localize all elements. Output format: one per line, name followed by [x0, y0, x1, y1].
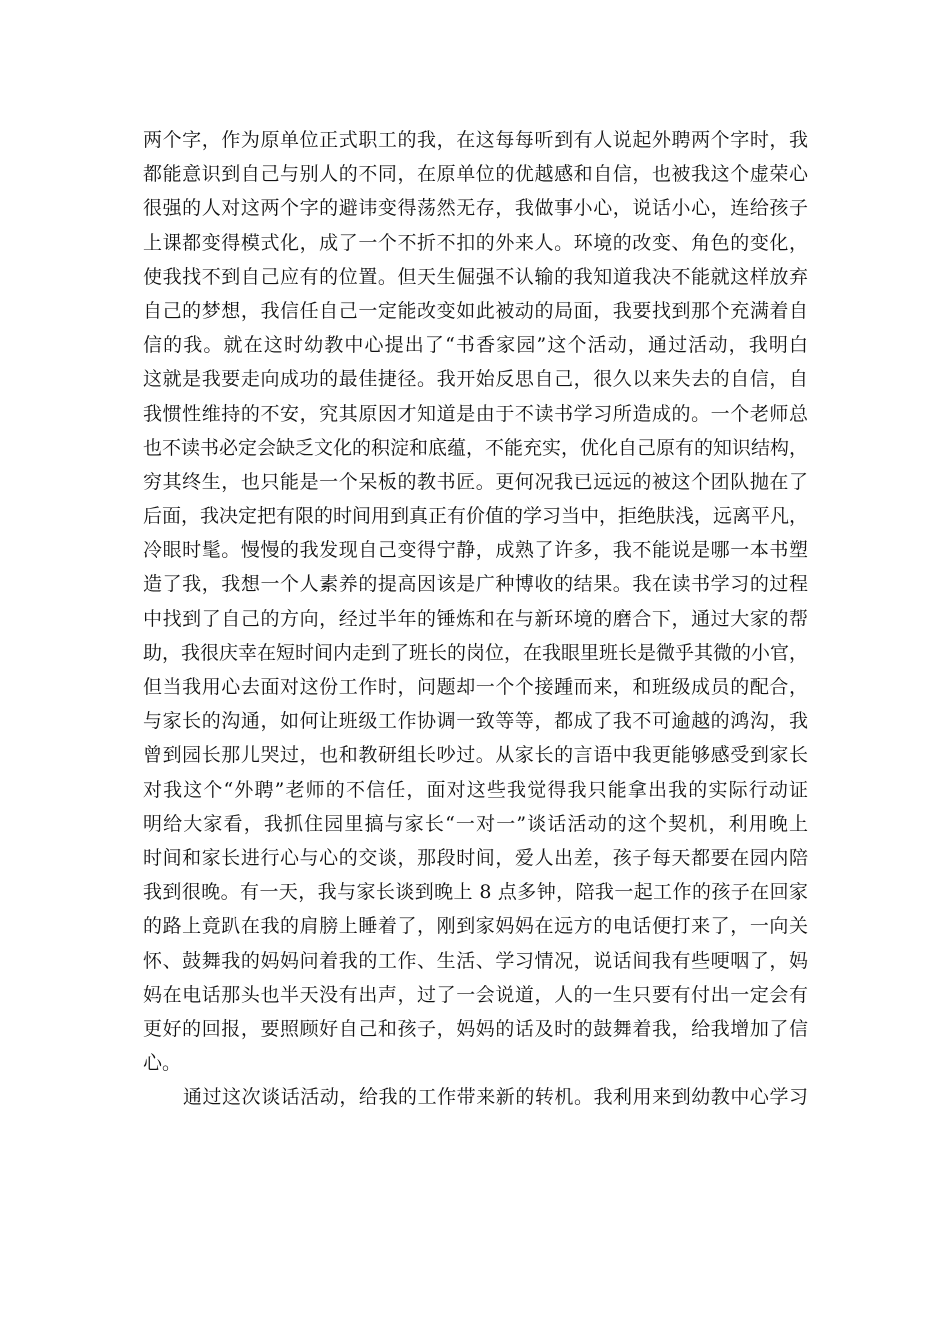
- text-line: 这就是我要走向成功的最佳捷径。我开始反思自己，很久以来失去的自信，自: [143, 368, 808, 391]
- text-line: 时间和家长进行心与心的交谈，那段时间，爱人出差，孩子每天都要在园内陪: [143, 846, 808, 869]
- text-line: 使我找不到自己应有的位置。但天生倔强不认输的我知道我决不能就这样放弃: [143, 265, 808, 288]
- text-line: 我到很晚。有一天，我与家长谈到晚上 8 点多钟，陪我一起工作的孩子在回家: [143, 881, 808, 904]
- text-line: 怀、鼓舞我的妈妈问着我的工作、生活、学习情况，说话间我有些哽咽了，妈: [143, 949, 808, 972]
- text-line: 与家长的沟通，如何让班级工作协调一致等等，都成了我不可逾越的鸿沟，我: [143, 710, 808, 733]
- text-line: 明给大家看，我抓住园里搞与家长“一对一”谈话活动的这个契机，利用晚上: [143, 812, 808, 835]
- paragraph-end-line: 心。: [143, 1052, 182, 1075]
- text-line: 自己的梦想，我信任自己一定能改变如此被动的局面，我要找到那个充满着自: [143, 299, 808, 322]
- text-line: 造了我，我想一个人素养的提高因该是广种博收的结果。我在读书学习的过程: [143, 573, 808, 596]
- text-line: 中找到了自己的方向，经过半年的锤炼和在与新环境的磨合下，通过大家的帮: [143, 607, 808, 630]
- text-line: 但当我用心去面对这份工作时，问题却一个个接踵而来，和班级成员的配合，: [143, 676, 808, 698]
- text-line: 曾到园长那儿哭过，也和教研组长吵过。从家长的言语中我更能够感受到家长: [143, 744, 808, 767]
- text-line: 上课都变得模式化，成了一个不折不扣的外来人。环境的改变、角色的变化，: [143, 231, 808, 254]
- text-line: 冷眼时髦。慢慢的我发现自己变得宁静，成熟了许多，我不能说是哪一本书塑: [143, 539, 808, 562]
- text-line: 两个字，作为原单位正式职工的我，在这每每听到有人说起外聘两个字时，我: [143, 129, 808, 151]
- text-line: 也不读书必定会缺乏文化的积淀和底蕴，不能充实，优化自己原有的知识结构，: [143, 436, 809, 459]
- text-line: 更好的回报，要照顾好自己和孩子，妈妈的话及时的鼓舞着我，给我增加了信: [143, 1017, 808, 1040]
- text-line: 对我这个“外聘”老师的不信任，面对这些我觉得我只能拿出我的实际行动证: [143, 778, 808, 801]
- text-line: 我惯性维持的不安，究其原因才知道是由于不读书学习所造成的。一个老师总: [143, 402, 808, 425]
- text-line: 穷其终生，也只能是一个呆板的教书匠。更何况我已远远的被这个团队抛在了: [143, 470, 808, 493]
- text-line: 妈在电话那头也半天没有出声，过了一会说道，人的一生只要有付出一定会有: [143, 983, 808, 1006]
- text-line: 的路上竟趴在我的肩膀上睡着了，刚到家妈妈在远方的电话便打来了，一向关: [143, 915, 808, 938]
- text-line: 信的我。就在这时幼教中心提出了“书香家园”这个活动，通过活动，我明白: [143, 334, 808, 357]
- body-text: [143, 123, 808, 1114]
- text-line: 后面，我决定把有限的时间用到真正有价值的学习当中，拒绝肤浅，远离平凡，: [143, 505, 809, 528]
- text-line: 很强的人对这两个字的避讳变得荡然无存，我做事小心，说话小心，连给孩子: [143, 197, 808, 220]
- paragraph-start-line: 通过这次谈话活动，给我的工作带来新的转机。我利用来到幼教中心学习: [183, 1086, 808, 1109]
- text-line: 都能意识到自己与别人的不同，在原单位的优越感和自信，也被我这个虚荣心: [143, 163, 808, 186]
- text-line: 助，我很庆幸在短时间内走到了班长的岗位，在我眼里班长是微乎其微的小官，: [143, 641, 809, 664]
